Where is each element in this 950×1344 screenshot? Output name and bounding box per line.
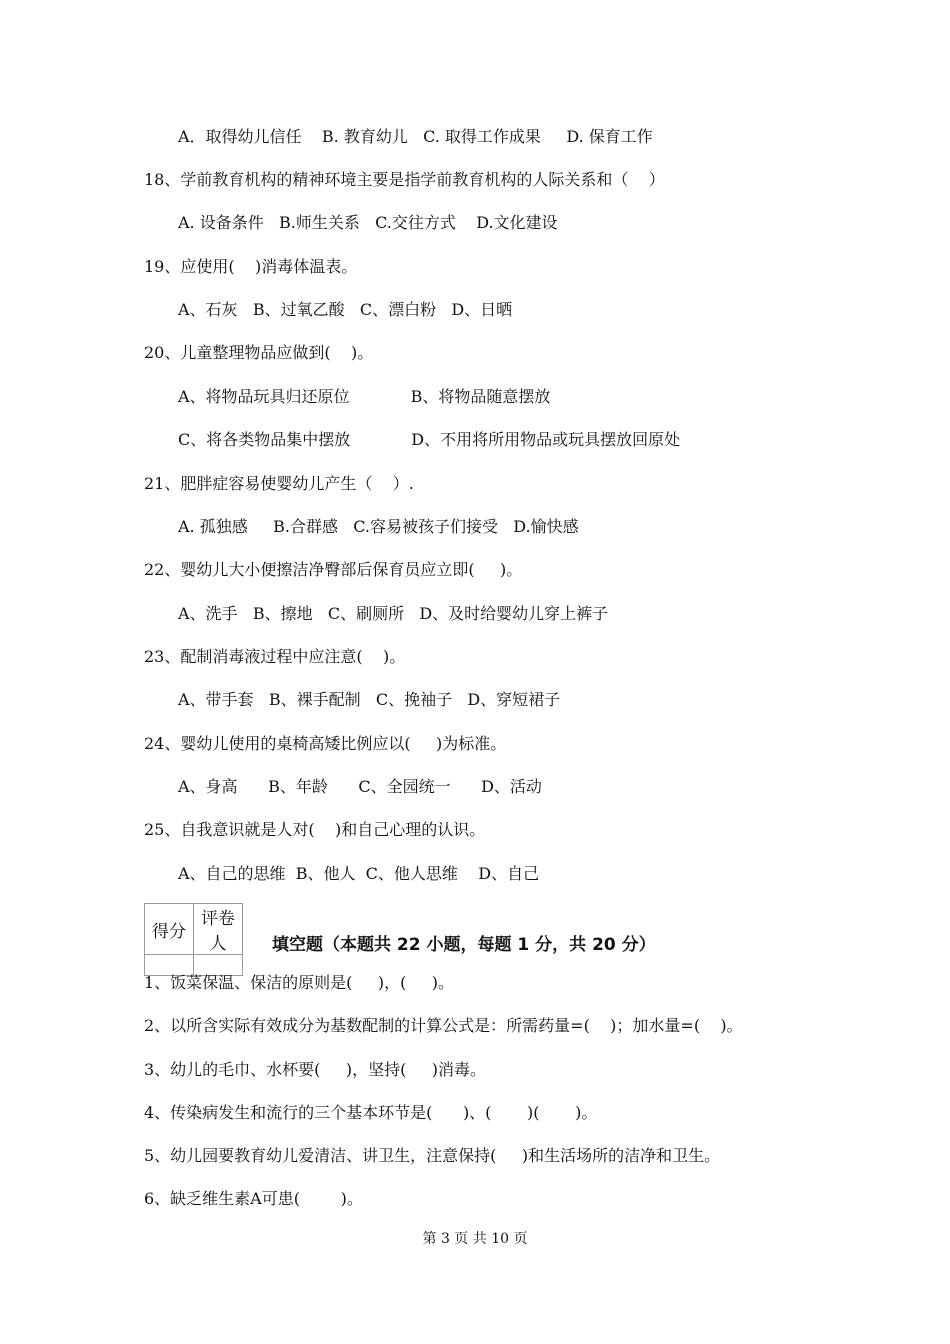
option-line: A、洗手 B、擦地 C、刷厕所 D、及时给婴幼儿穿上裤子: [178, 604, 609, 623]
fill-question-1: 1、饭菜保温、保洁的原则是( )，( )。: [144, 973, 455, 992]
option-line: A、带手套 B、裸手配制 C、挽袖子 D、穿短裙子: [178, 690, 561, 709]
option-line: A、石灰 B、过氧乙酸 C、漂白粉 D、日晒: [178, 300, 513, 319]
option-line: A. 孤独感 B.合群感 C.容易被孩子们接受 D.愉快感: [178, 517, 579, 536]
question-20: 20、儿童整理物品应做到( )。: [144, 343, 374, 362]
option-line: A. 设备条件 B.师生关系 C.交往方式 D.文化建设: [178, 213, 558, 232]
score-table: [144, 903, 243, 976]
question-22: 22、婴幼儿大小便擦洁净臀部后保育员应立即( )。: [144, 560, 523, 579]
score-label: 得分: [145, 904, 194, 955]
question-19: 19、应使用( )消毒体温表。: [144, 257, 358, 276]
fill-question-3: 3、幼儿的毛巾、水杯要( )，坚持( )消毒。: [144, 1060, 487, 1079]
fill-question-2: 2、以所含实际有效成分为基数配制的计算公式是：所需药量=( )；加水量=( )。: [144, 1016, 743, 1035]
option-line: A、自己的思维 B、他人 C、他人思维 D、自己: [178, 864, 540, 883]
grader-label: 评卷人: [194, 904, 243, 955]
question-24: 24、婴幼儿使用的桌椅高矮比例应以( )为标准。: [144, 734, 507, 753]
option-line: A、将物品玩具归还原位 B、将物品随意摆放: [178, 387, 551, 406]
fill-question-4: 4、传染病发生和流行的三个基本环节是( )、( )( )。: [144, 1103, 598, 1122]
section-title: 填空题（本题共 22 小题，每题 1 分，共 20 分）: [272, 935, 656, 955]
question-21: 21、肥胖症容易使婴幼儿产生（ ）.: [144, 474, 414, 493]
option-line: A．取得幼儿信任 B. 教育幼儿 C. 取得工作成果 D. 保育工作: [178, 127, 653, 146]
fill-question-6: 6、缺乏维生素A可患( )。: [144, 1189, 363, 1208]
question-23: 23、配制消毒液过程中应注意( )。: [144, 647, 406, 666]
option-line: A、身高 B、年龄 C、全园统一 D、活动: [178, 777, 542, 796]
question-18: 18、学前教育机构的精神环境主要是指学前教育机构的人际关系和（ ）: [144, 170, 665, 189]
question-25: 25、自我意识就是人对( )和自己心理的认识。: [144, 820, 486, 839]
fill-question-5: 5、幼儿园要教育幼儿爱清洁、讲卫生，注意保持( )和生活场所的洁净和卫生。: [144, 1146, 721, 1165]
page-footer: 第 3 页 共 10 页: [422, 1231, 528, 1247]
option-line: C、将各类物品集中摆放 D、不用将所用物品或玩具摆放回原处: [178, 430, 681, 449]
